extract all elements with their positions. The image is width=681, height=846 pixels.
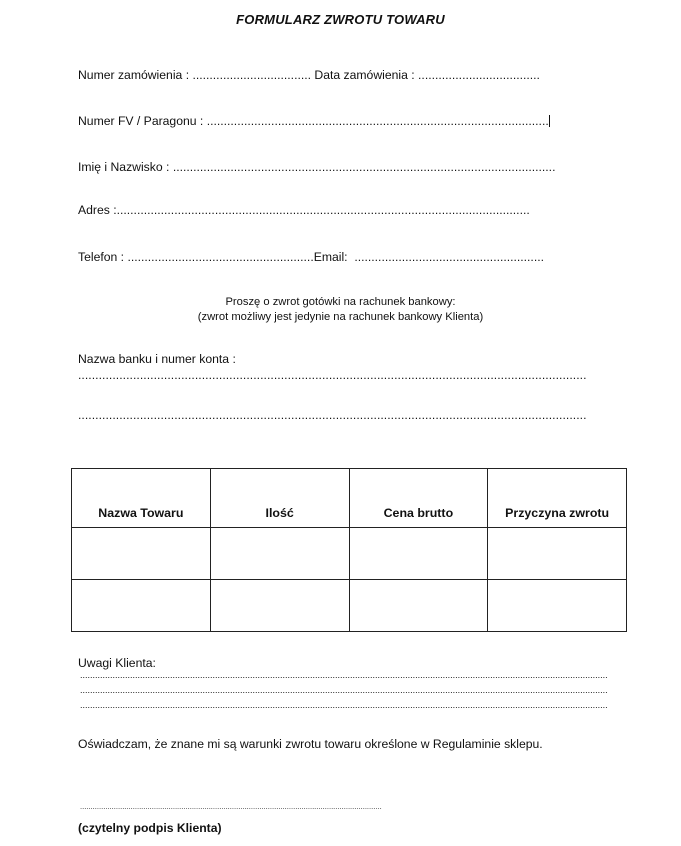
remarks-field-1[interactable]: ................................................................................................................................................................................................................... <box>80 670 608 680</box>
name-label: Imię i Nazwisko : <box>78 160 170 174</box>
email-label: Email: <box>313 250 348 264</box>
remarks-field-3[interactable]: ................................................................................................................................................................................................................... <box>80 700 608 710</box>
table-cell[interactable] <box>349 580 488 632</box>
order-number-label: Numer zamówienia : <box>78 68 190 82</box>
remarks-field-2[interactable]: ................................................................................................................................................................................................................... <box>80 685 608 695</box>
contact-row <box>78 250 544 264</box>
table-cell[interactable] <box>72 580 211 632</box>
bank-account-field-1[interactable]: .................................................................................................................................................... <box>78 368 587 382</box>
table-row <box>72 528 627 580</box>
order-date-label: Data zamówienia : <box>314 68 415 82</box>
address-row <box>78 203 530 217</box>
email-field[interactable]: ........................................................ <box>354 250 544 264</box>
table-cell[interactable] <box>488 528 627 580</box>
header-quantity: Ilość <box>210 469 349 528</box>
bank-account-field-2[interactable]: .................................................................................................................................................... <box>78 408 587 422</box>
text-cursor <box>549 115 550 127</box>
table-cell[interactable] <box>488 580 627 632</box>
name-row <box>78 160 555 174</box>
phone-label: Telefon : <box>78 250 125 264</box>
order-number-row <box>78 68 540 82</box>
signature-label: (czytelny podpis Klienta) <box>78 821 222 835</box>
table-row <box>72 580 627 632</box>
declaration-text: Oświadczam, że znane mi są warunki zwrotu towaru określone w Regulaminie sklepu. <box>78 737 543 751</box>
name-field[interactable]: ................................................................................................................. <box>172 160 556 174</box>
order-date-field[interactable]: .................................... <box>418 68 540 82</box>
bank-label: Nazwa banku i numer konta : <box>78 352 236 366</box>
form-title: FORMULARZ ZWROTU TOWARU <box>236 12 445 27</box>
invoice-label: Numer FV / Paragonu : <box>78 114 204 128</box>
address-field[interactable]: .......................................................................................................................... <box>116 203 530 217</box>
order-number-field[interactable]: ................................... <box>192 68 311 82</box>
header-product-name: Nazwa Towaru <box>72 469 211 528</box>
header-gross-price: Cena brutto <box>349 469 488 528</box>
table-cell[interactable] <box>210 528 349 580</box>
invoice-row <box>78 114 550 128</box>
invoice-field[interactable]: ..................................................................................................... <box>206 114 549 128</box>
goods-table <box>71 468 627 632</box>
refund-note-line1: Proszę o zwrot gotówki na rachunek bankowy: <box>225 296 456 308</box>
signature-field[interactable]: ............................................................................................................................................... <box>80 802 382 811</box>
refund-note-line2: (zwrot możliwy jest jedynie na rachunek bankowy Klienta) <box>197 311 484 323</box>
table-cell[interactable] <box>210 580 349 632</box>
phone-field[interactable]: ....................................................... <box>127 250 314 264</box>
table-cell[interactable] <box>349 528 488 580</box>
header-return-reason: Przyczyna zwrotu <box>488 469 627 528</box>
table-header-row <box>72 469 627 528</box>
address-label: Adres : <box>78 203 117 217</box>
table-cell[interactable] <box>72 528 211 580</box>
remarks-label: Uwagi Klienta: <box>78 656 156 670</box>
